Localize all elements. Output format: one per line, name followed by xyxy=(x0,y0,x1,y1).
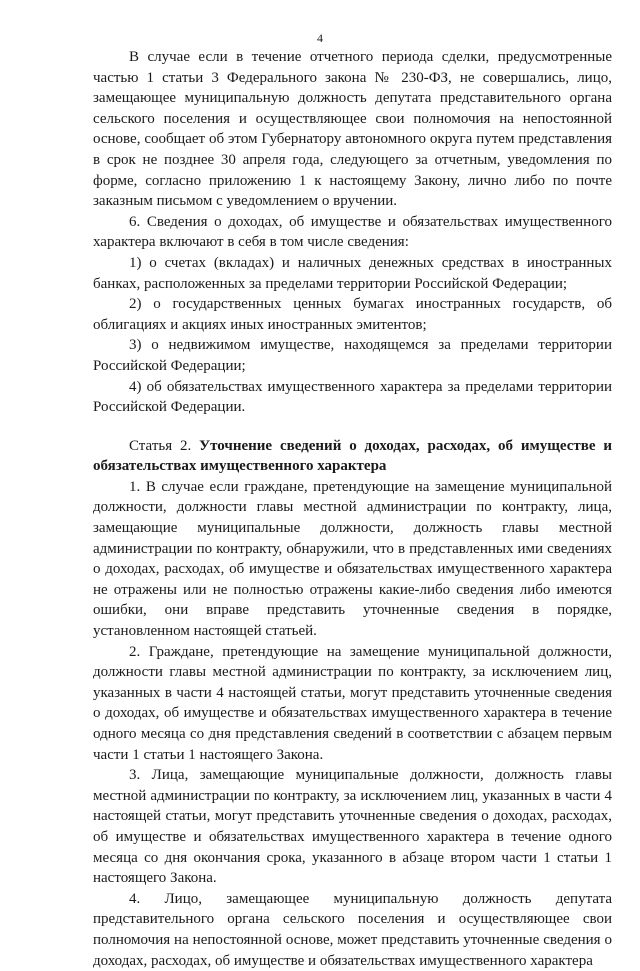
paragraph: 3. Лица, замещающие муниципальные должности, должность главы местной администрации по контракту, за исключением лиц, указанных в части 4 настоящей статьи, могут представить уточненные сведения о доходах, расходах, об имуществе и обязательствах имущественного характера в течение одного месяца со дня окончания срока, указанного в абзаце втором части 1 статьи 1 настоящего Закона. xyxy=(93,767,612,887)
list-item: 2) о государственных ценных бумагах иностранных государств, об облигациях и акциях иных иностранных эмитентов; xyxy=(93,296,612,333)
article-title: Уточнение сведений о доходах, расходах, об имуществе и обязательствах имущественного характера xyxy=(93,437,612,475)
paragraph: 2. Граждане, претендующие на замещение муниципальной должности, должности главы местной администрации по контракту, за исключением лиц, указанных в части 4 настоящей статьи, могут представить уточненные сведения о доходах, об имуществе и обязательствах имущественного характера в течение одного месяца со дня представления сведений в соответствии с абзацем первым части 1 статьи 1 настоящего Закона. xyxy=(93,643,612,763)
page-number: 4 xyxy=(317,31,323,45)
paragraph: В случае если в течение отчетного периода сделки, предусмотренные частью 1 статьи 3 Федерального закона № 230-ФЗ, не совершались, лицо, замещающее муниципальную должность депутата представительного органа сельского поселения и осуществляющее свои полномочия на непостоянной основе, сообщает об этом Губернатору автономного округа путем представления в срок не позднее 30 апреля года, следующего за отчетным, уведомления по форме, согласно приложению 1 к настоящему Закону, лично либо по почте заказным письмом с уведомлением о вручении. xyxy=(93,49,612,210)
list-item: 3) о недвижимом имуществе, находящемся за пределами территории Российской Федерации; xyxy=(93,337,612,374)
paragraph: 6. Сведения о доходах, об имуществе и обязательствах имущественного характера включают в себя в том числе сведения: xyxy=(93,213,612,251)
list-item: 1) о счетах (вкладах) и наличных денежных средствах в иностранных банках, расположенных за пределами территории Российской Федерации; xyxy=(93,254,612,292)
article-heading xyxy=(93,436,612,477)
article-prefix: Статья 2. xyxy=(129,437,200,454)
document-body xyxy=(93,47,612,971)
paragraph: 4. Лицо, замещающее муниципальную должность депутата представительного органа сельского поселения и осуществляющее свои полномочия на непостоянной основе, может представить уточненные сведения о доходах, расходах, об имуществе и обязательствах имущественного характера xyxy=(93,890,612,969)
list-item: 4) об обязательствах имущественного характера за пределами территории Российской Федерации. xyxy=(93,378,612,416)
paragraph: 1. В случае если граждане, претендующие на замещение муниципальной должности, должности главы местной администрации по контракту, лица, замещающие муниципальные должности, должность главы местной администрации по контракту, обнаружили, что в представленных ими сведениях о доходах, расходах, об имуществе и обязательствах имущественного характера не отражены или не полностью отражены какие-либо сведения либо имеются ошибки, они вправе представить уточненные сведения в порядке, установленном настоящей статьей. xyxy=(93,478,612,640)
